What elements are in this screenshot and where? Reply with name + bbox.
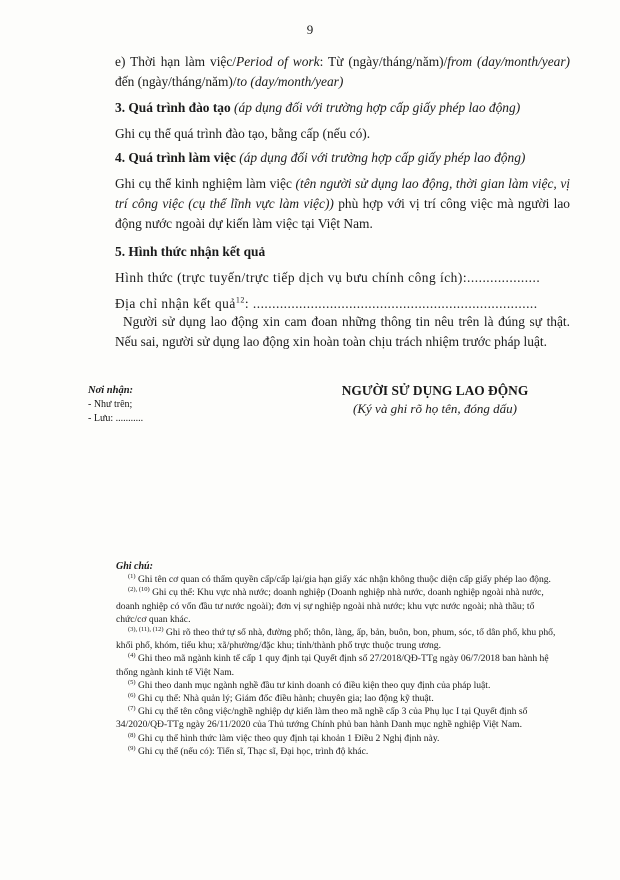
note-text: Ghi theo mã ngành kinh tế cấp 1 quy định tại Quyết định số 27/2018/QĐ-TTg ngày 06/7/2018 ban hành hệ thống ngành kinh tế Việt Nam.	[116, 653, 549, 678]
note-ref: (6)	[128, 691, 136, 699]
note-ref: (1)	[128, 573, 136, 581]
note-item	[116, 692, 566, 705]
section-3-heading	[115, 98, 570, 118]
note-text: Ghi cụ thể: Khu vực nhà nước; doanh nghiệp (Doanh nghiệp nhà nước, doanh nghiệp ngoài nhà nước, doanh nghiệp có vốn đầu tư nước ngoài); đơn vị sự nghiệp ngoài nhà nước; khu vực nước ngoài; nhà thầu; tổ chức/cơ quan khác.	[116, 587, 544, 625]
note-ref: (8)	[128, 731, 136, 739]
note-ref: (7)	[128, 705, 136, 713]
note-text: Ghi tên cơ quan có thẩm quyền cấp/cấp lại/gia hạn giấy xác nhận không thuộc diện cấp giấy phép lao động.	[135, 574, 551, 586]
note-ref: (4)	[128, 652, 136, 660]
note-ref: (2), (10)	[128, 586, 150, 594]
signature-subtitle: (Ký và ghi rõ họ tên, đóng dấu)	[353, 401, 517, 416]
signature-title: NGƯỜI SỬ DỤNG LAO ĐỘNG	[341, 383, 529, 398]
note-ref: (3), (11), (12)	[128, 625, 164, 633]
note-item	[116, 573, 566, 586]
note-item	[116, 705, 566, 731]
signature-block	[320, 382, 550, 418]
result-address-label: Địa chỉ nhận kết quả	[115, 296, 236, 311]
note-item	[116, 586, 566, 626]
note-text: Ghi cụ thể tên công việc/nghề nghiệp dự kiến làm theo mã nghề cấp 3 của Phụ lục I tại Quyết định số 34/2020/QĐ-TTg ngày 26/11/2020 của Thủ tướng Chính phủ ban hành Danh mục nghề nghiệp Việt Nam.	[116, 706, 528, 731]
recipient-item: - Lưu: ...........	[88, 413, 144, 424]
section-3-text: Ghi cụ thể quá trình đào tạo, bằng cấp (nếu có).	[115, 126, 371, 141]
note-item	[116, 732, 566, 745]
item-e-to-label: đến (ngày/tháng/năm)/	[115, 74, 237, 89]
note-item	[116, 626, 566, 652]
note-ref: (9)	[128, 744, 136, 752]
note-text: Ghi cụ thể: Nhà quản lý; Giám đốc điều hành; chuyên gia; lao động kỹ thuật.	[135, 693, 434, 705]
section-4-text-a: Ghi cụ thể kinh nghiệm làm việc	[115, 176, 296, 191]
item-e-block	[115, 52, 570, 98]
section-4-title: 4. Quá trình làm việc	[115, 150, 236, 165]
section-4-note: (áp dụng đối với trường hợp cấp giấy phép lao động)	[235, 150, 526, 165]
commitment-block	[115, 312, 570, 358]
note-item	[116, 652, 566, 678]
result-address-dots: : ..........................................................................	[244, 296, 538, 311]
section-4	[115, 148, 570, 240]
section-5	[115, 242, 570, 320]
commitment-text: Người sử dụng lao động xin cam đoan những thông tin nêu trên là đúng sự thật. Nếu sai, người sử dụng lao động xin hoàn toàn chịu trách nhiệm trước pháp luật.	[115, 314, 570, 349]
recipients-title: Nơi nhận:	[88, 385, 134, 396]
section-4-text-b: phù hợp với vị trí công việc mà người lao động nước ngoài dự kiến làm việc tại Việt Nam.	[115, 196, 570, 231]
result-method-line: Hình thức (trực tuyến/trực tiếp dịch vụ bưu chính công ích):...................	[115, 270, 541, 285]
section-3	[115, 98, 570, 150]
footnote-ref-12: 12	[235, 295, 245, 305]
notes-block	[116, 560, 566, 758]
note-item	[116, 745, 566, 758]
item-e-prefix: e) Thời hạn làm việc/	[115, 54, 237, 69]
notes-title: Ghi chú:	[116, 561, 153, 572]
section-5-title: 5. Hình thức nhận kết quả	[115, 244, 266, 259]
note-text: Ghi cụ thể hình thức làm việc theo quy định tại khoản 1 Điều 2 Nghị định này.	[135, 732, 440, 744]
recipient-item: - Như trên;	[88, 399, 133, 410]
note-item	[116, 679, 566, 692]
section-4-heading	[115, 148, 570, 168]
recipients-block	[88, 384, 143, 426]
item-e-en-from: from (day/month/year)	[447, 54, 570, 69]
note-text: Ghi theo danh mục ngành nghề đầu tư kinh doanh có điều kiện theo quy định của pháp luật.	[135, 679, 491, 691]
section-4-text-italic: (tên người sử dụng lao động, thời gian làm việc, vị trí công việc (cụ thể lĩnh vực làm việc))	[115, 176, 570, 211]
note-ref: (5)	[128, 678, 136, 686]
result-address-line	[115, 294, 570, 314]
item-e-en-to: to (day/month/year)	[236, 74, 344, 89]
item-e-from-label: : Từ (ngày/tháng/năm)/	[319, 54, 448, 69]
section-4-text	[115, 174, 570, 234]
item-e-en-period: Period of work	[236, 54, 320, 69]
section-3-title: 3. Quá trình đào tạo	[115, 100, 231, 115]
section-3-note: (áp dụng đối với trường hợp cấp giấy phép lao động)	[230, 100, 521, 115]
page-number: 9	[306, 22, 314, 37]
item-e-text	[115, 52, 570, 92]
note-text: Ghi rõ theo thứ tự số nhà, đường phố; thôn, làng, ấp, bản, buôn, bon, phum, sóc, tổ dân phố, khu phố, khối phố, khóm, tiểu khu; xã/phường/đặc khu; tỉnh/thành phố trực thuộc trung ương.	[116, 627, 556, 652]
note-text: Ghi cụ thể (nếu có): Tiến sĩ, Thạc sĩ, Đại học, trình độ khác.	[135, 745, 369, 757]
